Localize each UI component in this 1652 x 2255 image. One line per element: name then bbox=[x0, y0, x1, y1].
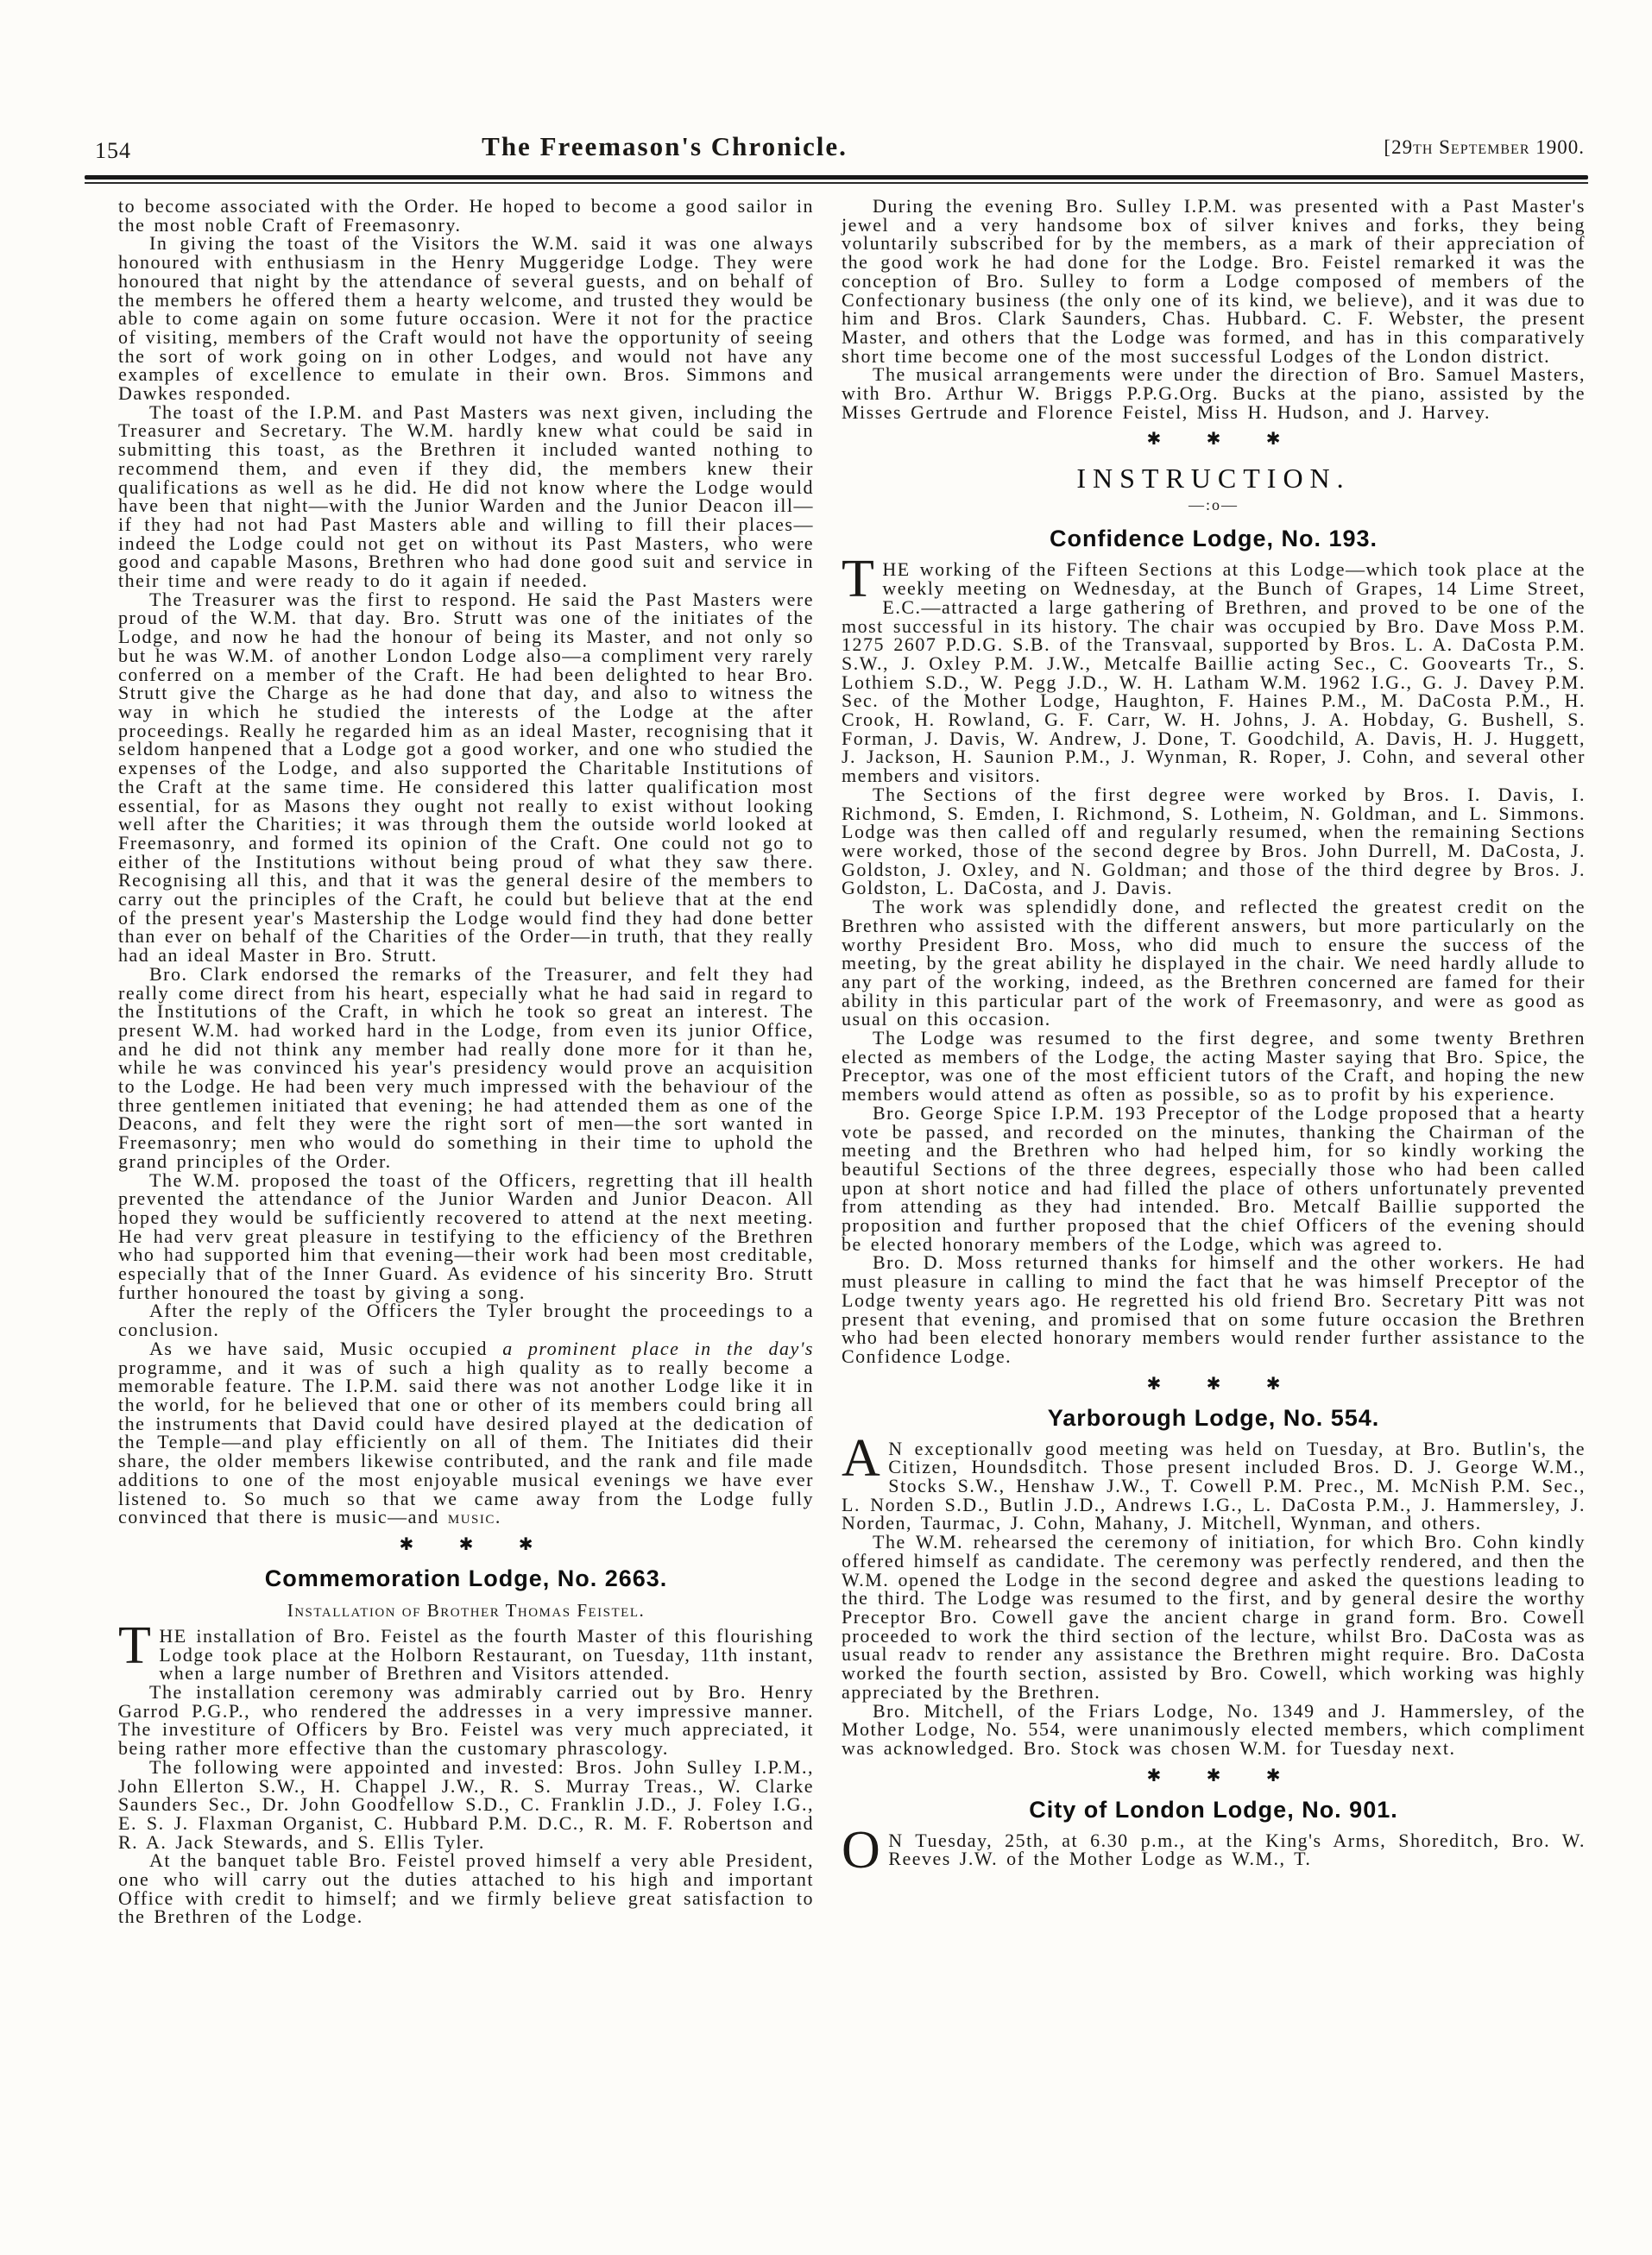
lodge-heading: Yarborough Lodge, No. 554. bbox=[1047, 1404, 1380, 1431]
paragraph: The Treasurer was the first to respond. He said the Past Masters were proud of the W.M. that day. Bro. Strutt was one of the initiates of the Lodge, and now he had the honour of being its Master, and not only so but he was W.M. of another London Lodge also—a compliment very rarely conferred on a member of the Craft. He had been delighted to hear Bro. Strutt give the Charge as he had done that day, and also to witness the way in which he studied the interests of the Lodge at the after proceedings. Really he regarded him as an ideal Master, recognising that it seldom hanpened that a Lodge got a good worker, and one who studied the expenses of the Lodge, and also supported the Charitable Institutions of the Craft at the same time. He considered this latter qualification most essential, for as Masons they ought not really to exist without looking well after the Charities; it was through them the outside world looked at Freemasonry, and formed its opinion of the Craft. One could not go to either of the Institutions without being proud of what they saw there. Recognising all this, and that it was the general desire of the members to carry out the principles of the Craft, he could but believe that at the end of the present year's Mastership the Lodge would find they had done better than ever on behalf of the Charities of the Order—in truth, that they really had an ideal Master in Bro. Strutt. bbox=[118, 588, 814, 967]
issue-date: [29th September 1900. bbox=[1384, 136, 1585, 158]
section-separator: ✱ ✱ ✱ bbox=[1146, 1764, 1281, 1786]
page-number: 154 bbox=[95, 138, 131, 163]
paragraph: The Lodge was resumed to the first degree, and some twenty Brethren elected as members of the Lodge, the acting Master saying that Bro. Spice, the Preceptor, was one of the most efficient tutors of the Craft, and hoping the new members would attend as often as possible, so as to profit by his experience. bbox=[842, 1027, 1586, 1105]
lodge-heading: Commemoration Lodge, No. 2663. bbox=[264, 1565, 668, 1591]
paragraph bbox=[118, 1339, 814, 1527]
drop-cap-initial: O bbox=[842, 1820, 882, 1880]
left-column bbox=[118, 197, 814, 1926]
paragraph: At the banquet table Bro. Feistel proved himself a very able President, one who will carry out the duties attached to his high and important Office with credit to himself; and we firmly believe great satisfaction to the Brethren of the Lodge. bbox=[118, 1849, 814, 1928]
text-segment: music bbox=[447, 1506, 495, 1528]
drop-cap-initial: T bbox=[842, 550, 876, 609]
text-segment: . bbox=[495, 1506, 501, 1528]
sub-heading: Installation of Brother Thomas Feistel. bbox=[287, 1599, 646, 1621]
header-rule-thin bbox=[85, 182, 1588, 184]
drop-cap-initial: A bbox=[842, 1428, 882, 1488]
section-separator: ✱ ✱ ✱ bbox=[399, 1533, 533, 1554]
drop-cap-initial: T bbox=[118, 1616, 153, 1675]
paragraph: Bro. George Spice I.P.M. 193 Preceptor of the Lodge proposed that a hearty vote be passed, and recorded on the minutes, thanking the Chairman of the meeting and the Brethren who had helped him, for so kindly working the beautiful Sections of the three degrees, especially those who had been called upon at short notice and had filled the place of others unfortunately prevented from attending as they had intended. Bro. Metcalf Baillie supported the proposition and further proposed that the chief Officers of the evening should be elected honorary members of the Lodge, which was agreed to. bbox=[842, 1101, 1586, 1255]
paragraph: The W.M. rehearsed the ceremony of initiation, for which Bro. Cohn kindly offered himself as candidate. The ceremony was perfectly rendered, and then the W.M. opened the Lodge in the second degree and asked the questions leading to the third. The Lodge was resumed to the first, and by general desire the worthy Preceptor Bro. Cowell gave the ancient charge in grand form. Bro. Cowell proceeded to work the third section of the lecture, whilst Bro. DaCosta was as usual readv to render any assistance the Brethren might require. Bro. DaCosta worked the fourth section, assisted by Bro. Cowell, which working was highly appreciated by the Brethren. bbox=[842, 1531, 1586, 1703]
paragraph: THE installation of Bro. Feistel as the fourth Master of this flourishing Lodge took place at the Holborn Restaurant, on Tuesday, 11th instant, when a large number of Brethren and Visitors attended. bbox=[118, 1616, 814, 1685]
right-column bbox=[842, 195, 1586, 1880]
ornament: —:o— bbox=[1188, 496, 1239, 514]
masthead-title: The Freemason's Chronicle. bbox=[482, 131, 848, 161]
lodge-heading: City of London Lodge, No. 901. bbox=[1029, 1796, 1398, 1823]
paragraph: After the reply of the Officers the Tyler brought the proceedings to a conclusion. bbox=[118, 1300, 814, 1341]
header-rule-thick bbox=[85, 175, 1588, 180]
paragraph: Bro. D. Moss returned thanks for himself and the other workers. He had must pleasure in calling to mind the fact that he was himself Preceptor of the Lodge twenty years ago. He regretted his old friend Bro. Secretary Pitt was not present that evening, and promised that on some future occasion the Brethren who had been elected honorary members would render further assistance to the Confidence Lodge. bbox=[842, 1251, 1586, 1367]
paragraph: Bro. Mitchell, of the Friars Lodge, No. 1349 and J. Hammersley, of the Mother Lodge, No. 554, were unanimously elected members, which compliment was acknowledged. Bro. Stock was chosen W.M. for Tuesday next. bbox=[842, 1699, 1586, 1759]
paragraph: The musical arrangements were under the direction of Bro. Samuel Masters, with Bro. Arthur W. Briggs P.P.G.Org. Bucks at the piano, assisted by the Misses Gertrude and Florence Feistel, Miss H. Hudson, and J. Harvey. bbox=[842, 363, 1586, 423]
paragraph: In giving the toast of the Visitors the W.M. said it was one always honoured with enthusiasm in the Henry Muggeridge Lodge. They were honoured that night by the attendance of several guests, and on behalf of the members he offered them a hearty welcome, and trusted they would be able to come again on some future occasion. Were it not for the practice of visiting, members of the Craft would not have the opportunity of seeing the sort of work going on in other Lodges, and would not have any examples of excellence to emulate in their own. Bros. Simmons and Dawkes responded. bbox=[118, 232, 814, 405]
section-separator: ✱ ✱ ✱ bbox=[1146, 1372, 1281, 1394]
paragraph: The toast of the I.P.M. and Past Masters was next given, including the Treasurer and Secretary. The W.M. hardly knew what could be said in submitting this toast, as the Brethren it included wanted nothing to recommend them, and even if they did, the members knew their qualifications as well as he did. He did not know where the Lodge would have been that night—with the Junior Warden and the Junior Deacon ill—if they had not had Past Masters able and willing to fill their places—indeed the Lodge could not get on without its Past Masters, who were good and capable Masons, Brethren who had done good suit and service in their time and were ready to do it again if needed. bbox=[118, 400, 814, 592]
text-segment: As we have said, Music occupied bbox=[149, 1337, 503, 1359]
lodge-heading: Confidence Lodge, No. 193. bbox=[1049, 526, 1378, 552]
paragraph: During the evening Bro. Sulley I.P.M. was presented with a Past Master's jewel and a very handsome box of silver knives and forks, they being voluntarily subscribed for by the members, as a mark of their appreciation of the good work he had done for the Lodge. Bro. Feistel remarked it was the conception of Bro. Sulley to form a Lodge composed of members of the Confectionary business (the only one of its kind, we believe), and it was due to him and Bros. Clark Saunders, Chas. Hubbard. C. F. Webster, the present Master, and others that the Lodge was formed, and has in this comparatively short time become one of the most successful Lodges of the London district. bbox=[842, 195, 1586, 367]
section-separator: ✱ ✱ ✱ bbox=[1146, 428, 1281, 450]
paragraph: The work was splendidly done, and reflected the greatest credit on the Brethren who assisted with the different answers, but more particularly on the worthy President Bro. Moss, who did much to ensure the success of the meeting, by the great ability he displayed in the chair. We need hardly allude to any part of the working, indeed, as the Brethren concerned are famed for their ability in this particular part of the work of Freemasonry, and were as good as usual on this occasion. bbox=[842, 896, 1586, 1030]
paragraph: The Sections of the first degree were worked by Bros. I. Davis, I. Richmond, S. Emden, I. Richmond, S. Lotheim, N. Goldman, and L. Simmons. Lodge was then called off and regularly resumed, when the remaining Sections were worked, those of the second degree by Bros. John Durrell, M. DaCosta, J. Goldston, J. Oxley, and N. Goldman; and those of the third degree by Bros. J. Goldston, L. DaCosta, and J. Davis. bbox=[842, 783, 1586, 899]
paragraph: THE working of the Fifteen Sections at this Lodge—which took place at the weekly meeting on Wednesday, at the Bunch of Grapes, 14 Lime Street, E.C.—attracted a large gathering of Brethren, and proved to be one of the most successful in its history. The chair was occupied by Bro. Dave Moss P.M. 1275 2607 P.D.G. S.B. of the Transvaal, supported by Bros. L. A. DaCosta P.M. S.W., J. Oxley P.M. J.W., Metcalfe Baillie acting Sec., C. Goovearts Tr., S. Lothiem S.D., W. Pegg J.D., W. H. Latham W.M. 1962 I.G., G. J. Davey P.M. Sec. of the Mother Lodge, Haughton, F. Haines P.M., M. DaCosta P.M., H. Crook, H. Rowland, G. F. Carr, W. H. Johns, J. A. Hobday, G. Bushell, S. Forman, J. Davis, W. Andrew, J. Done, T. Goodchild, A. Davis, H. J. Huggett, J. Jackson, H. Saunion P.M., J. Wynman, R. Roper, J. Cohn, and several other members and visitors. bbox=[842, 550, 1586, 787]
text-segment: a prominent place in the day's bbox=[502, 1337, 814, 1359]
paragraph: O N Tuesday, 25th, at 6.30 p.m., at the King's Arms, Shoreditch, Bro. W. Reeves J.W. of the Mother Lodge as W.M., T. bbox=[842, 1820, 1586, 1880]
paragraph: to become associated with the Order. He hoped to become a good sailor in the most noble Craft of Freemasonry. bbox=[118, 195, 814, 236]
paragraph: The W.M. proposed the toast of the Officers, regretting that ill health prevented the attendance of the Junior Warden and Junior Deacon. All hoped they would be sufficiently recovered to attend at the next meeting. He had verv great pleasure in testifying to the efficiency of the Brethren who had supported him that evening—their work had been most creditable, especially that of the Inner Guard. As evidence of his sincerity Bro. Strutt further honoured the toast by giving a song. bbox=[118, 1168, 814, 1303]
paragraph: Bro. Clark endorsed the remarks of the Treasurer, and felt they had really come direct from his heart, especially what he had said in regard to the Institutions of the Craft, in which he took so great an interest. The present W.M. had worked hard in the Lodge, from even its junior Office, and he did not think any member had really done more for it than he, while he was convinced his year's presidency would prove an acquisition to the Lodge. He had been very much impressed with the behaviour of the three gentlemen initiated that evening; he had attended them as one of the Deacons, and felt they were the right sort of men—the sort wanted in Freemasonry; men who would do something in their time to uphold the grand principles of the Order. bbox=[118, 962, 814, 1172]
paragraph: The following were appointed and invested: Bros. John Sulley I.P.M., John Ellerton S.W., H. Chappel J.W., R. S. Murray Treas., W. Clarke Saunders Sec., Dr. John Goodfellow S.D., C. Franklin J.D., J. Foley I.G., E. S. J. Flaxman Organist, C. Hubbard P.M. D.C., R. M. F. Robertson and R. A. Jack Stewards, and S. Ellis Tyler. bbox=[118, 1755, 814, 1853]
paragraph: The installation ceremony was admirably carried out by Bro. Henry Garrod P.G.P., who rendered the addresses in a very impressive manner. The investiture of Officers by Bro. Feistel was very much appreciated, it being rather more effective than the customary phrascology. bbox=[118, 1681, 814, 1760]
paragraph: A N exceptionallv good meeting was held on Tuesday, at Bro. Butlin's, the Citizen, Houndsditch. Those present included Bros. D. J. George W.M., Stocks S.W., Henshaw J.W., T. Cowell P.M. Prec., M. McNish P.M. Sec., L. Norden S.D., Butlin J.D., Andrews I.G., L. DaCosta P.M., J. Hammersley, J. Norden, Taurmac, J. Cohn, Mahany, J. Mitchell, Wynman, and others. bbox=[842, 1428, 1586, 1534]
section-title: INSTRUCTION. bbox=[1076, 463, 1351, 494]
text-segment: programme, and it was of such a high quality as to really become a memorable feature. The I.P.M. said there was not another Lodge like it in the world, for he believed that one or other of its members could bring all the instruments that David could have desired played at the dedication of the Temple—and play efficiently on all of them. The Initiates did their share, the older members likewise contributed, and the rank and file made additions to one of the most enjoyable musical evenings we have ever listened to. So much so that we came away from the Lodge fully convinced that there is music—and bbox=[118, 1356, 814, 1528]
